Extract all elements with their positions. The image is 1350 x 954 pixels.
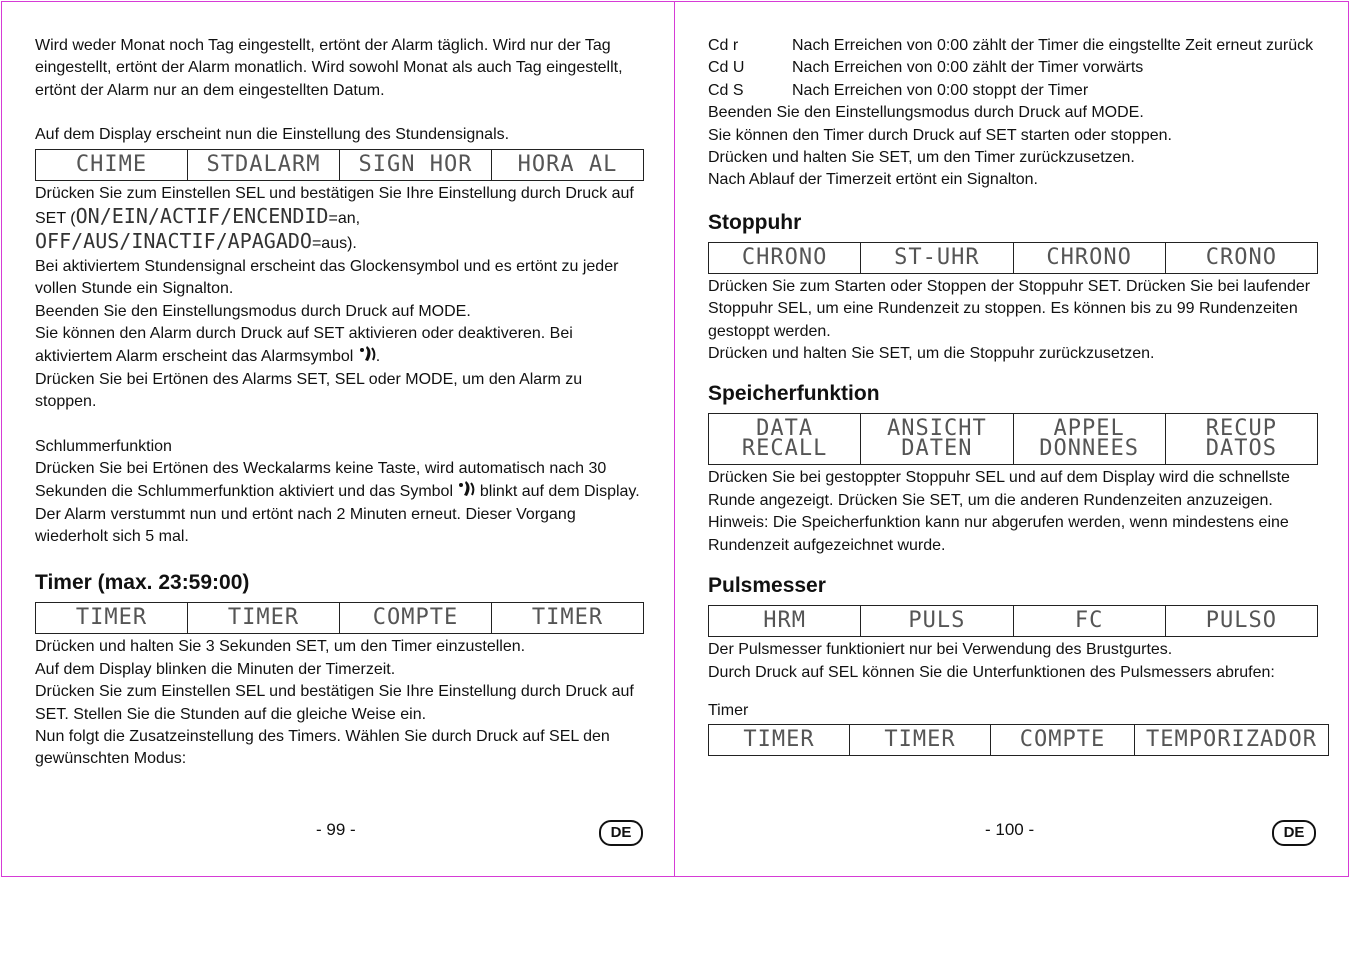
lcd-cell: CRONO xyxy=(1165,242,1317,273)
lcd-cell xyxy=(709,414,861,465)
lcd-cell: HORA AL xyxy=(492,149,644,180)
paragraph xyxy=(35,183,644,256)
lcd-line: DATA xyxy=(756,416,814,442)
mode-row xyxy=(708,80,1318,102)
lcd-cell xyxy=(861,414,1013,465)
lcd-timer-table xyxy=(35,602,644,634)
paragraph xyxy=(35,458,644,549)
subheading-snooze: Schlummerfunktion xyxy=(35,437,172,455)
lcd-line: RECUP xyxy=(1205,416,1277,442)
paragraph: Drücken und halten Sie 3 Sekunden SET, um den Timer einzustellen. xyxy=(35,638,526,656)
lcd-cell: COMPTE xyxy=(991,724,1135,755)
lcd-cell: SIGN HOR xyxy=(340,149,492,180)
paragraph: Wird weder Monat noch Tag eingestellt, ertönt der Alarm täglich. Wird nur der Tag eingestellt, ertönt der Alarm monatlich. Wird sowohl Monat als auch Tag eingestellt, ertönt der Alarm nur an dem eingestellten Datum. xyxy=(35,37,623,99)
right-page-content xyxy=(708,35,1318,758)
lcd-cell: TIMER xyxy=(188,603,340,634)
page-number: - 100 - xyxy=(985,820,1035,839)
paragraph: Der Pulsmesser funktioniert nur bei Verwendung des Brustgurtes. xyxy=(708,641,1173,659)
paragraph: Beenden Sie den Einstellungsmodus durch Druck auf MODE. xyxy=(708,104,1144,122)
lcd-cell: CHRONO xyxy=(1013,242,1165,273)
heading-speicherfunktion: Speicherfunktion xyxy=(708,382,880,406)
lcd-line: ANSICHT xyxy=(887,416,987,442)
left-page xyxy=(1,1,675,877)
lcd-cell: STDALARM xyxy=(188,149,340,180)
lcd-cell: TIMER xyxy=(36,603,188,634)
paragraph: Drücken und halten Sie SET, um die Stoppuhr zurückzusetzen. xyxy=(708,345,1155,363)
lcd-cell: PULSO xyxy=(1165,606,1317,637)
lcd-line: DONNEES xyxy=(1039,436,1139,462)
lcd-cell xyxy=(1013,414,1165,465)
mode-desc: Nach Erreichen von 0:00 zählt der Timer die eingstellte Zeit erneut zurück xyxy=(792,37,1314,54)
lcd-cell: TIMER xyxy=(850,724,991,755)
lcd-cell: FC xyxy=(1013,606,1165,637)
text: =an, xyxy=(328,210,361,228)
lcd-cell: COMPTE xyxy=(340,603,492,634)
lcd-puls-table xyxy=(708,605,1318,637)
lcd-cell: HRM xyxy=(709,606,861,637)
text: Sie können den Alarm durch Druck auf SET aktivieren oder deaktiveren. Bei aktiviertem Alarm erscheint das Alarmsymbol xyxy=(35,325,573,366)
text: blinkt auf dem Display. Der Alarm verstummt nun und ertönt nach 2 Minuten erneut. Dieser Vorgang wiederholt sich 5 mal. xyxy=(35,483,640,545)
mode-desc: Nach Erreichen von 0:00 zählt der Timer vorwärts xyxy=(792,59,1144,77)
lcd-cell: TIMER xyxy=(492,603,644,634)
lcd-cell xyxy=(1165,414,1317,465)
lcd-line: DATEN xyxy=(901,436,973,462)
text: =aus). xyxy=(311,235,357,253)
lcd-line: DATOS xyxy=(1205,436,1277,462)
paragraph: Beenden Sie den Einstellungsmodus durch Druck auf MODE. xyxy=(35,302,471,320)
lcd-stoppuhr-table xyxy=(708,242,1318,274)
alarm-icon xyxy=(358,345,376,363)
lcd-puls-timer-table xyxy=(708,724,1329,756)
page-number: - 99 - xyxy=(316,820,356,839)
paragraph: Nun folgt die Zusatzeinstellung des Timers. Wählen Sie durch Druck auf SEL den gewünschten Modus: xyxy=(35,727,610,768)
mode-key: Cd r xyxy=(708,37,739,54)
language-badge: DE xyxy=(1272,820,1316,846)
paragraph xyxy=(35,323,644,369)
paragraph: Drücken Sie bei Ertönen des Alarms SET, SEL oder MODE, um den Alarm zu stoppen. xyxy=(35,370,583,411)
lcd-line: APPEL xyxy=(1053,416,1125,442)
lcd-speicher-table xyxy=(708,413,1318,465)
lcd-chime-table xyxy=(35,149,644,181)
paragraph: Nach Ablauf der Timerzeit ertönt ein Signalton. xyxy=(708,171,1038,189)
mode-row xyxy=(708,57,1318,79)
mode-desc: Nach Erreichen von 0:00 stoppt der Timer xyxy=(792,81,1089,99)
left-page-content xyxy=(35,35,644,771)
paragraph: Durch Druck auf SEL können Sie die Unterfunktionen des Pulsmessers abrufen: xyxy=(708,663,1275,681)
lcd-cell: PULS xyxy=(861,606,1013,637)
mode-key: Cd U xyxy=(708,59,745,77)
mode-key: Cd S xyxy=(708,81,744,99)
text: . xyxy=(375,348,381,366)
mode-row xyxy=(708,35,1318,57)
paragraph: Sie können den Timer durch Druck auf SET starten oder stoppen. xyxy=(708,126,1172,144)
subheading-timer: Timer xyxy=(708,701,749,719)
paragraph: Drücken und halten Sie SET, um den Timer zurückzusetzen. xyxy=(708,149,1135,167)
paragraph: Drücken Sie zum Einstellen SEL und bestätigen Sie Ihre Einstellung durch Druck auf SET. Stellen Sie die Stunden auf die gleiche Weise ein. xyxy=(35,683,634,723)
right-page xyxy=(674,1,1349,877)
paragraph: Hinweis: Die Speicherfunktion kann nur abgerufen werden, wenn mindestens eine Rundenzeit aufgezeichnet wurde. xyxy=(708,514,1289,554)
paragraph: Auf dem Display erscheint nun die Einstellung des Stundensignals. xyxy=(35,126,510,144)
paragraph: Drücken Sie bei gestoppter Stoppuhr SEL und auf dem Display wird die schnellste Runde angezeigt. Drücken Sie SET, um die anderen Rundenzeiten anzuzeigen. xyxy=(708,469,1290,509)
text: Drücken Sie bei Ertönen des Weckalarms keine Taste, wird automatisch nach 30 Sekunden die Schlummerfunktion aktiviert und das Symbol xyxy=(35,459,607,501)
heading-timer: Timer (max. 23:59:00) xyxy=(35,571,250,595)
lcd-cell: TIMER xyxy=(709,724,850,755)
lcd-cell: ST-UHR xyxy=(861,242,1013,273)
snooze-icon xyxy=(457,480,475,498)
heading-pulsmesser: Pulsmesser xyxy=(708,574,826,598)
lcd-text: OFF/AUS/INACTIF/APAGADO xyxy=(35,229,312,254)
lcd-cell: CHRONO xyxy=(709,242,861,273)
lcd-text: ON/EIN/ACTIF/ENCENDID xyxy=(75,204,329,229)
text: Drücken Sie zum Einstellen SEL und bestätigen Sie Ihre Einstellung durch Druck auf SET ( xyxy=(35,184,634,228)
lcd-cell: CHIME xyxy=(36,149,188,180)
lcd-cell: TEMPORIZADOR xyxy=(1135,724,1329,755)
language-badge: DE xyxy=(599,820,643,846)
lcd-line: RECALL xyxy=(741,436,828,462)
paragraph: Drücken Sie zum Starten oder Stoppen der Stoppuhr SET. Drücken Sie bei laufender Stoppuhr SEL, um eine Rundenzeit zu stoppen. Es können bis zu 99 Rundenzeiten gestoppt werden. xyxy=(708,277,1311,340)
paragraph: Auf dem Display blinken die Minuten der Timerzeit. xyxy=(35,660,396,678)
paragraph: Bei aktiviertem Stundensignal erscheint das Glockensymbol und es ertönt zu jeder vollen Stunde ein Signalton. xyxy=(35,257,619,298)
heading-stoppuhr: Stoppuhr xyxy=(708,210,802,234)
